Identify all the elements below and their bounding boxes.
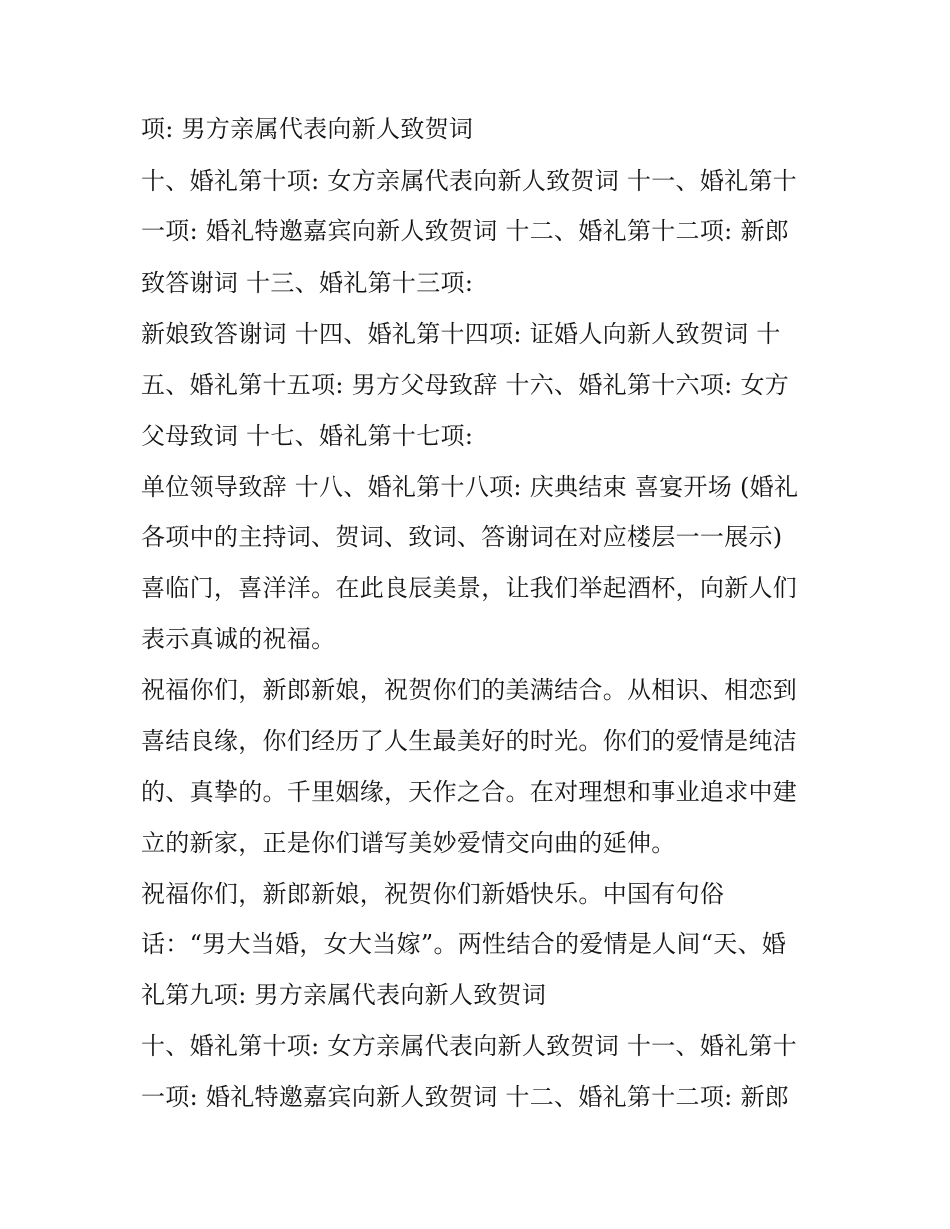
text-line: 喜结良缘，你们经历了人生最美好的时光。你们的爱情是纯洁: [141, 727, 798, 755]
text-line: 的、真挚的。千里姻缘，天作之合。在对理想和事业追求中建: [141, 778, 798, 806]
text-line: 致答谢词 十三、婚礼第十三项:: [141, 269, 474, 297]
text-line: 十、婚礼第十项: 女方亲属代表向新人致贺词 十一、婚礼第十: [141, 167, 798, 195]
text-line: 新娘致答谢词 十四、婚礼第十四项: 证婚人向新人致贺词 十: [141, 320, 781, 348]
text-line: 祝福你们，新郎新娘，祝贺你们的美满结合。从相识、相恋到: [141, 676, 798, 704]
text-line: 单位领导致辞 十八、婚礼第十八项: 庆典结束 喜宴开场 (婚礼: [141, 473, 799, 501]
text-line: 祝福你们，新郎新娘，祝贺你们新婚快乐。中国有句俗: [141, 880, 725, 908]
text-line: 话：“男大当婚，女大当嫁”。两性结合的爱情是人间“天、婚: [141, 930, 787, 958]
text-line: 各项中的主持词、贺词、致词、答谢词在对应楼层一一展示): [141, 523, 783, 551]
text-line: 十、婚礼第十项: 女方亲属代表向新人致贺词 十一、婚礼第十: [141, 1032, 798, 1060]
text-line: 一项: 婚礼特邀嘉宾向新人致贺词 十二、婚礼第十二项: 新郎: [141, 217, 790, 245]
text-line: 五、婚礼第十五项: 男方父母致辞 十六、婚礼第十六项: 女方: [141, 371, 790, 399]
text-line: 父母致词 十七、婚礼第十七项:: [141, 422, 474, 450]
text-line: 礼第九项: 男方亲属代表向新人致贺词: [141, 981, 547, 1009]
text-line: 喜临门，喜洋洋。在此良辰美景，让我们举起酒杯，向新人们: [141, 574, 798, 602]
text-line: 项: 男方亲属代表向新人致贺词: [141, 115, 474, 143]
text-line: 一项: 婚礼特邀嘉宾向新人致贺词 十二、婚礼第十二项: 新郎: [141, 1083, 790, 1111]
text-line: 表示真诚的祝福。: [141, 625, 336, 653]
text-line: 立的新家，正是你们谱写美妙爱情交向曲的延伸。: [141, 829, 676, 857]
